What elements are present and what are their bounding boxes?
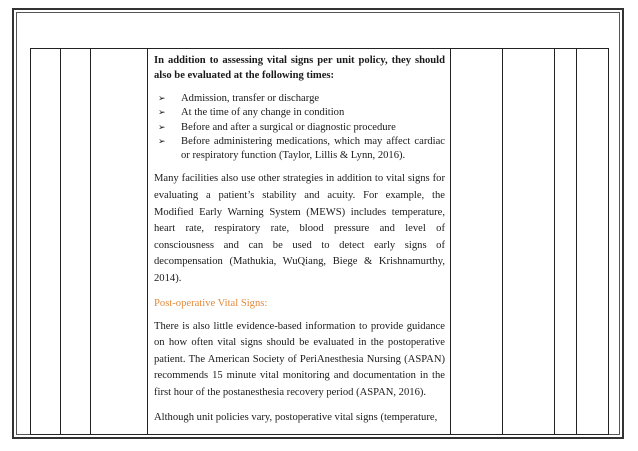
table-row [31, 49, 609, 435]
bullet-list [154, 92, 445, 163]
arrowhead-bullet-icon: ➢ [158, 108, 166, 119]
list-item-text: At the time of any change in condition [181, 107, 345, 119]
list-item [154, 106, 445, 120]
paragraph: Although unit policies vary, postoperative vital signs (temperature, [154, 411, 438, 423]
intro-text: In addition to assessing vital signs per unit policy, they should also be evaluated at the following times: [154, 55, 445, 81]
list-item-text: Before administering medications, which may affect cardiac or respiratory function (Taylor, Lillis & Lynn, 2016). [181, 135, 445, 162]
empty-cell [577, 49, 609, 435]
content-cell [148, 49, 451, 435]
arrowhead-bullet-icon: ➢ [158, 136, 166, 147]
section-heading: Post-operative Vital Signs: [154, 297, 268, 309]
empty-cell [555, 49, 577, 435]
empty-cell [451, 49, 503, 435]
list-item [154, 92, 445, 106]
arrowhead-bullet-icon: ➢ [158, 122, 166, 133]
paragraph: There is also little evidence-based information to provide guidance on how often vital signs should be evaluated in the postoperative patient. The American Society of PeriAnesthesia Nursing (ASPAN) recommends 15 minute vital monitoring and documentation in the first hour of the postanesthesia recovery period (ASPAN, 2016). [154, 320, 445, 399]
empty-cell [31, 49, 61, 435]
empty-cell [61, 49, 91, 435]
list-item-text: Admission, transfer or discharge [181, 93, 320, 104]
arrowhead-bullet-icon: ➢ [158, 94, 166, 104]
list-item-text: Before and after a surgical or diagnostic procedure [181, 121, 396, 133]
list-item [154, 121, 445, 135]
paragraph: Many facilities also use other strategies in addition to vital signs for evaluating a patient’s stability and acuity. For example, the Modified Early Warning System (MEWS) includes temperature, heart rate, respiratory rate, blood pressure and level of consciousness and can be used to detect early signs of decompensation (Mathukia, WuQiang, Biege & Krishnamurthy, 2014). [154, 173, 445, 285]
list-item [154, 135, 445, 164]
empty-cell [503, 49, 555, 435]
empty-cell [91, 49, 148, 435]
document-table [30, 48, 609, 435]
